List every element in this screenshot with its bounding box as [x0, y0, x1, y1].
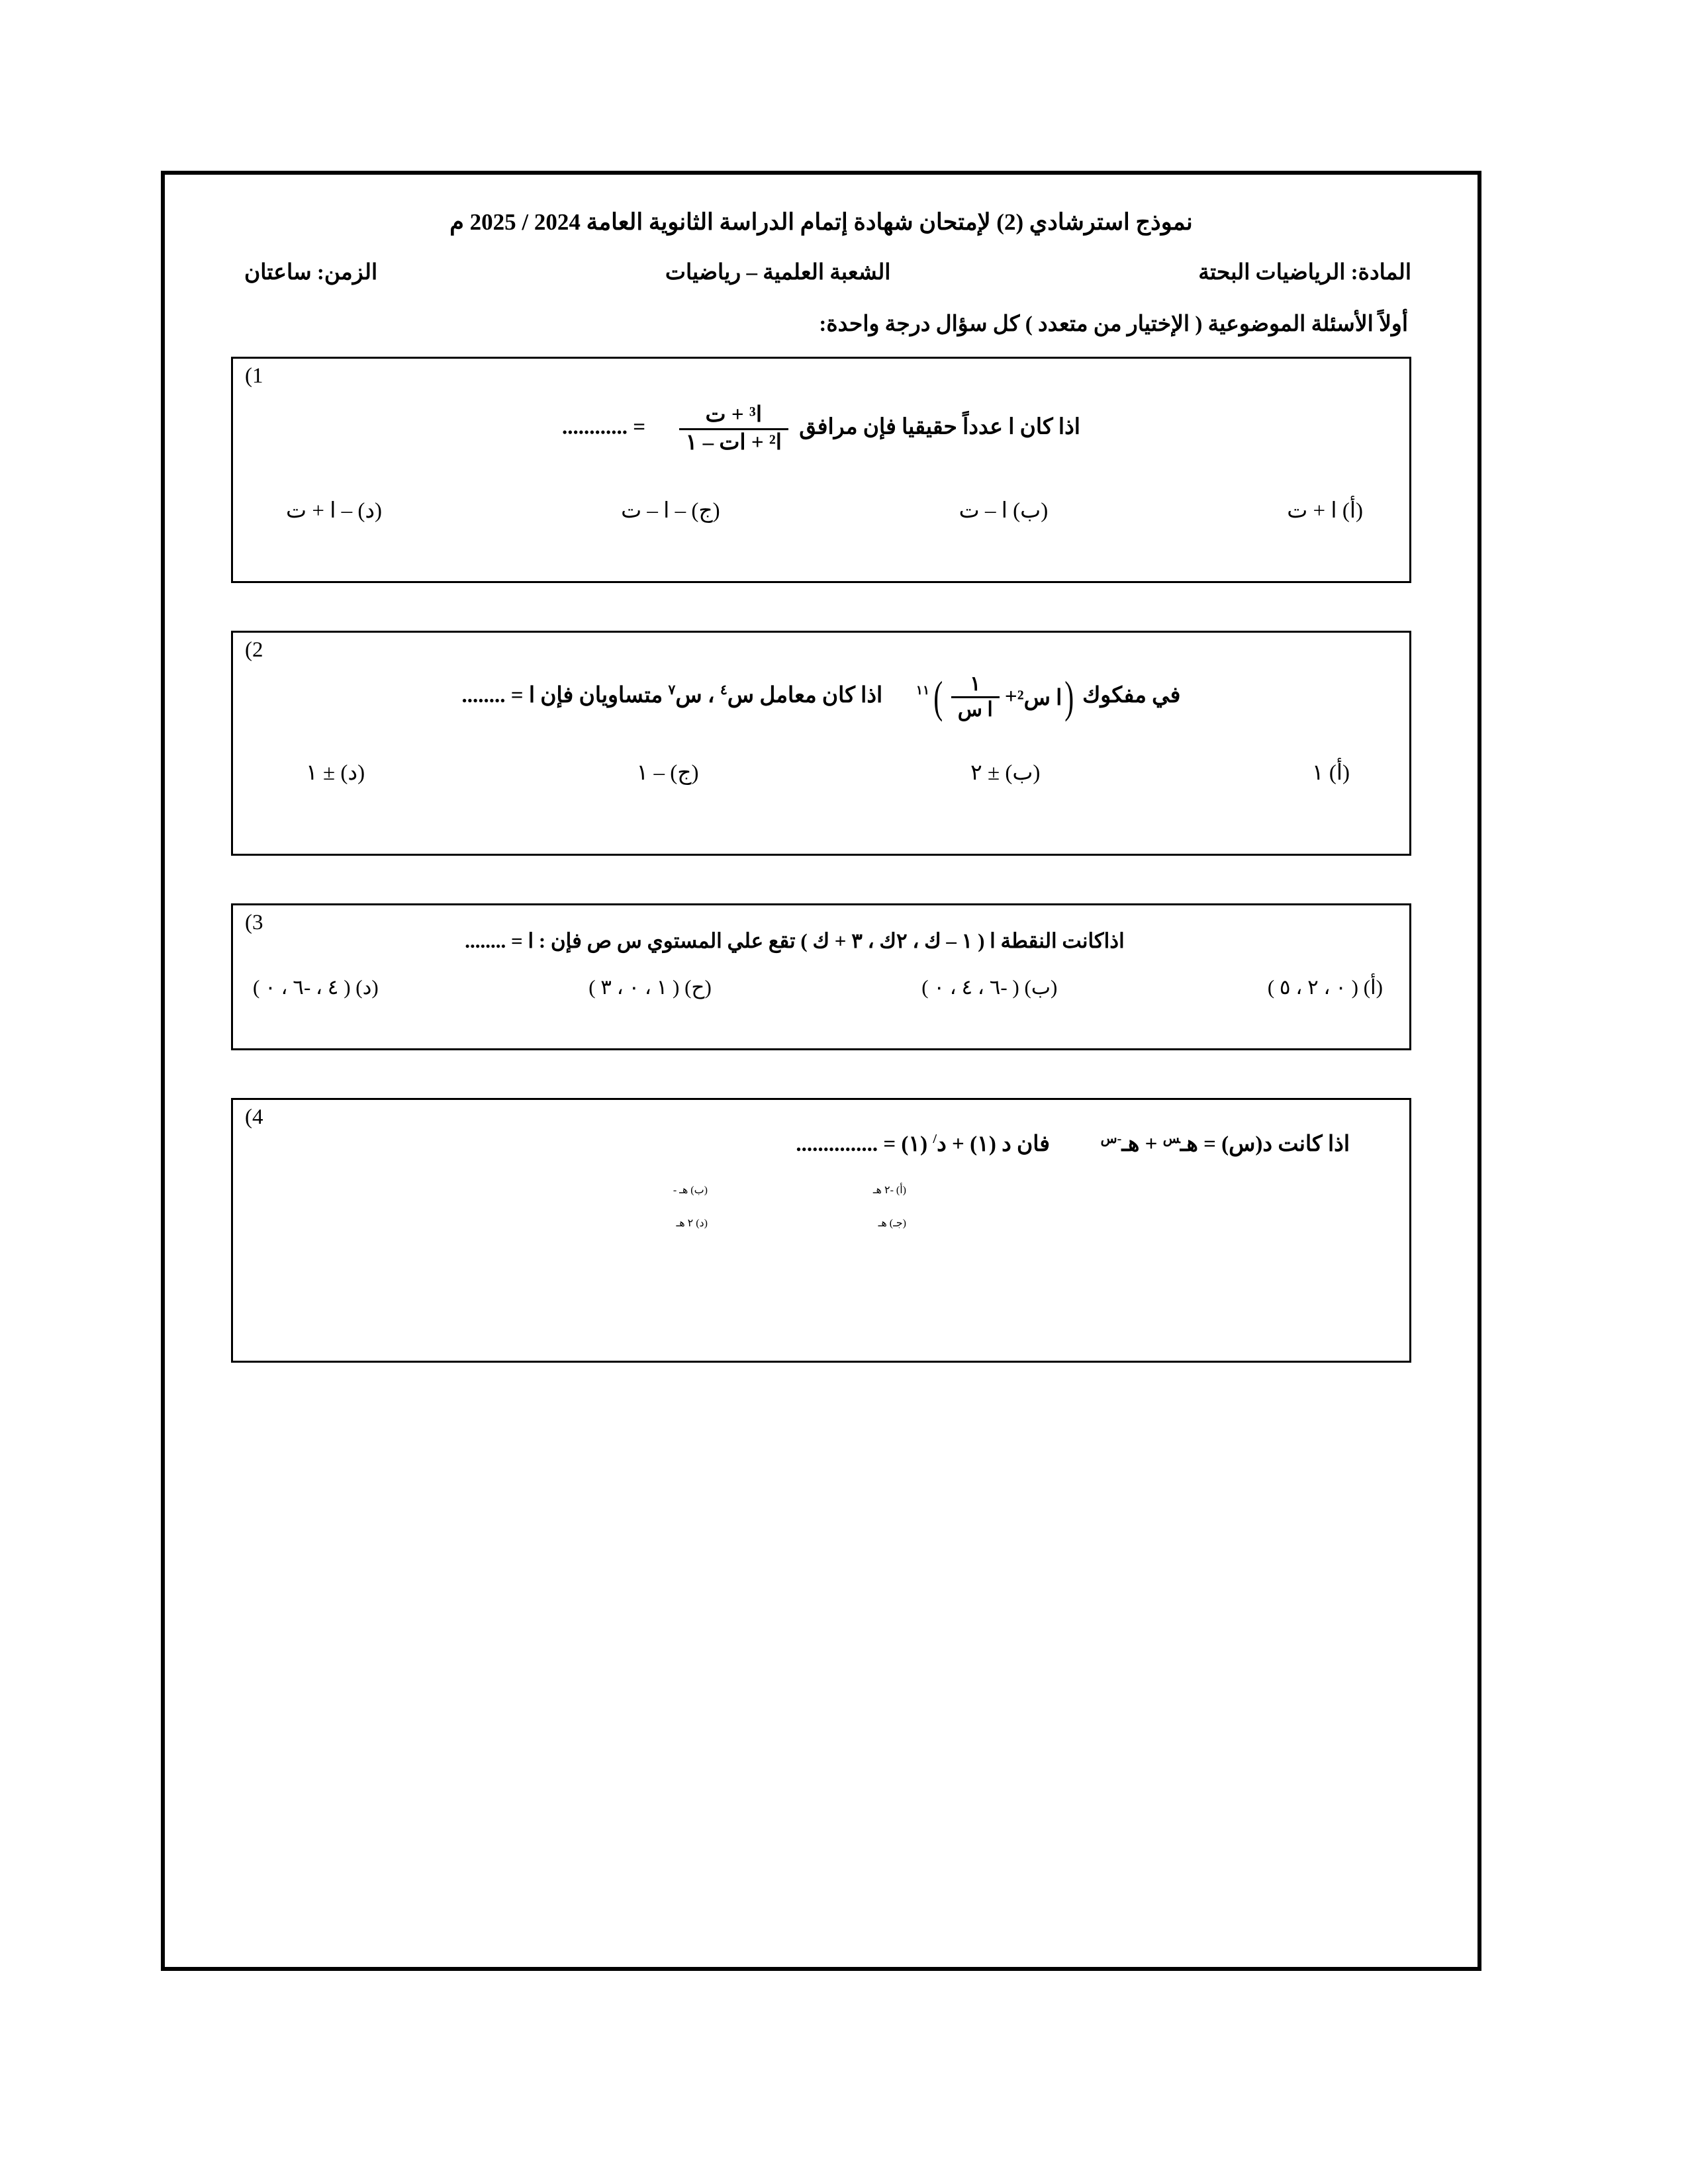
- section-heading: أولاً الأسئلة الموضوعية ( الإختيار من متعدد ) كل سؤال درجة واحدة:: [819, 312, 1408, 337]
- q1-option-c-key: (ج): [691, 498, 720, 523]
- exam-page-frame: [161, 171, 1481, 1971]
- question-box-4: [231, 1098, 1411, 1363]
- q3-stem-text: اذاكانت النقطة ا ( ١ – ك ، ٢ك ، ٣ + ك ) تقع علي المستوي س ص فإن : ا =: [511, 929, 1125, 953]
- q1-option-b-key: (ب): [1013, 498, 1049, 523]
- q1-stem-text: اذا كان ا عدداً حقيقيا فإن مرافق: [799, 415, 1080, 439]
- q4-option-d-key: (د): [696, 1218, 708, 1230]
- question-number-4: (4: [245, 1105, 263, 1130]
- q2-bracket-left: ا س²: [1017, 686, 1062, 710]
- q2-option-b[interactable]: [970, 759, 1040, 786]
- q2-blank: ........: [461, 684, 506, 708]
- q3-option-b-text: ( -٦ ، ٤ ، ٠ ): [921, 976, 1019, 999]
- question-number-1: (1: [245, 364, 263, 388]
- question-body-2: [233, 633, 1409, 786]
- q4-option-c-text: هـ: [878, 1218, 887, 1230]
- q1-option-d-key: (د): [357, 498, 383, 523]
- question-options-4-row-1: [233, 1157, 1409, 1197]
- q3-option-d-key: (د): [355, 976, 379, 999]
- q4-option-a-text: -٢ هـ: [872, 1185, 894, 1197]
- time-label: الزمن: ساعتان: [244, 261, 378, 285]
- branch-label: الشعبة العلمية – رياضيات: [665, 261, 891, 285]
- q3-option-c-key: (ح): [684, 976, 712, 999]
- question-options-2: [233, 721, 1409, 786]
- q2-option-c-key: (ج): [670, 761, 699, 785]
- q1-option-d[interactable]: [286, 497, 382, 523]
- q3-option-b[interactable]: [921, 976, 1057, 999]
- q2-option-b-text: ± ٢: [970, 761, 1000, 785]
- q4-option-d-text: ٢ هـ: [676, 1218, 694, 1230]
- question-body-4: [233, 1100, 1409, 1230]
- q1-fraction: [679, 404, 788, 454]
- q1-fraction-numerator: ا³ + ت: [705, 403, 762, 428]
- q1-blank: ............: [562, 415, 628, 439]
- q4-option-d[interactable]: [509, 1216, 708, 1230]
- q2-paren-close: ): [933, 672, 943, 722]
- question-options-1: [233, 455, 1409, 523]
- exam-meta-row: [165, 259, 1477, 285]
- q4-stem-left: اذا كانت د(س) = هـ: [1180, 1132, 1350, 1157]
- question-options-3: [233, 953, 1409, 999]
- page-content: [165, 206, 1477, 1999]
- question-body-1: [233, 359, 1409, 523]
- q3-blank: ........: [465, 929, 506, 953]
- q1-option-a-key: (أ): [1342, 498, 1363, 523]
- q2-paren-open: (: [1064, 672, 1074, 722]
- q1-option-b[interactable]: [959, 497, 1049, 523]
- q2-option-d-key: (د): [340, 761, 365, 785]
- q3-option-a-text: ( ٠ ، ٢ ، ٥ ): [1267, 976, 1358, 999]
- q3-option-d[interactable]: [253, 976, 379, 999]
- q2-option-d-text: ± ١: [306, 761, 336, 785]
- q2-coef1-exp: ٤: [720, 683, 727, 698]
- q3-option-a[interactable]: [1268, 976, 1383, 999]
- q2-option-c[interactable]: [637, 759, 699, 786]
- q4-option-c-key: (جـ): [889, 1218, 906, 1230]
- question-body-3: [233, 905, 1409, 999]
- q4-stem-mid: + هـ: [1121, 1132, 1158, 1157]
- q1-option-c-text: – ا – ت: [621, 498, 686, 523]
- q4-option-c[interactable]: [708, 1216, 906, 1230]
- question-number-3: (3: [245, 911, 263, 935]
- q2-stem-before: في مفكوك: [1082, 684, 1181, 708]
- q3-option-c[interactable]: [588, 976, 712, 999]
- q3-option-a-key: (أ): [1363, 976, 1383, 999]
- question-stem-1: [233, 359, 1409, 454]
- q2-option-a[interactable]: [1312, 759, 1350, 786]
- q4-stem-end: (١) =: [883, 1132, 928, 1157]
- q2-bracket-expression: [931, 674, 1077, 721]
- q2-bracket-plus: +: [1004, 685, 1017, 709]
- question-box-2: [231, 631, 1411, 856]
- page-title: نموذج استرشادي (2) لإمتحان شهادة إتمام الدراسة الثانوية العامة 2024 / 2025 م: [449, 209, 1193, 235]
- q2-coef2-exp: ٧: [668, 683, 676, 698]
- q2-coef2-base: س: [675, 684, 702, 708]
- q2-option-b-key: (ب): [1005, 761, 1041, 785]
- q2-bracket-fraction: [951, 674, 1000, 721]
- q3-option-d-text: ( ٤ ، -٦ ، ٠ ): [253, 976, 351, 999]
- q1-option-d-text: – ا + ت: [286, 498, 353, 523]
- question-stem-3: [233, 905, 1409, 953]
- q2-exponent: ١١: [915, 684, 930, 698]
- q4-option-a[interactable]: [708, 1183, 906, 1197]
- q3-option-b-key: (ب): [1024, 976, 1058, 999]
- q1-fraction-denominator: ا² + ات – ١: [679, 428, 788, 455]
- q3-option-c-text: ( ١ ، ٠ ، ٣ ): [588, 976, 680, 999]
- question-box-3: [231, 903, 1411, 1050]
- question-options-4-row-2: [233, 1197, 1409, 1230]
- q4-option-b-key: (ب): [690, 1185, 708, 1197]
- q4-option-b[interactable]: [509, 1183, 708, 1197]
- q2-fraction-denominator: ا س: [951, 696, 1000, 721]
- q2-option-a-text: ١: [1311, 761, 1324, 785]
- q1-option-a[interactable]: [1287, 497, 1363, 523]
- q4-prime-mark: /: [933, 1132, 937, 1147]
- q1-option-b-text: ا – ت: [959, 498, 1008, 523]
- q1-option-c[interactable]: [621, 497, 720, 523]
- q2-option-c-text: – ١: [636, 761, 665, 785]
- q2-option-a-key: (أ): [1329, 761, 1350, 785]
- q1-option-a-text: ا + ت: [1287, 498, 1337, 523]
- question-stem-4: [233, 1100, 1409, 1157]
- q4-exponent-2: -س: [1100, 1132, 1122, 1147]
- subject-label: المادة: الرياضيات البحتة: [1198, 261, 1411, 285]
- q2-coef1-base: س: [727, 684, 755, 708]
- q2-stem-after: اذا كان معامل س$^٤$ ، س$^٧$ متساويان فإن ا =: [510, 683, 883, 708]
- q4-option-a-key: (أ): [896, 1185, 906, 1197]
- question-number-2: (2: [245, 638, 263, 662]
- q4-blank: ...............: [796, 1132, 878, 1157]
- q4-stem-right: فان د (١) + د: [937, 1132, 1051, 1157]
- q2-fraction-numerator: ١: [970, 672, 981, 696]
- q1-equals: =: [633, 415, 646, 439]
- q4-option-b-text: هـ -: [673, 1185, 688, 1197]
- question-box-1: [231, 357, 1411, 583]
- q4-exponent-1: س: [1162, 1132, 1180, 1147]
- question-stem-2: [233, 633, 1409, 721]
- q2-option-d[interactable]: [306, 759, 365, 786]
